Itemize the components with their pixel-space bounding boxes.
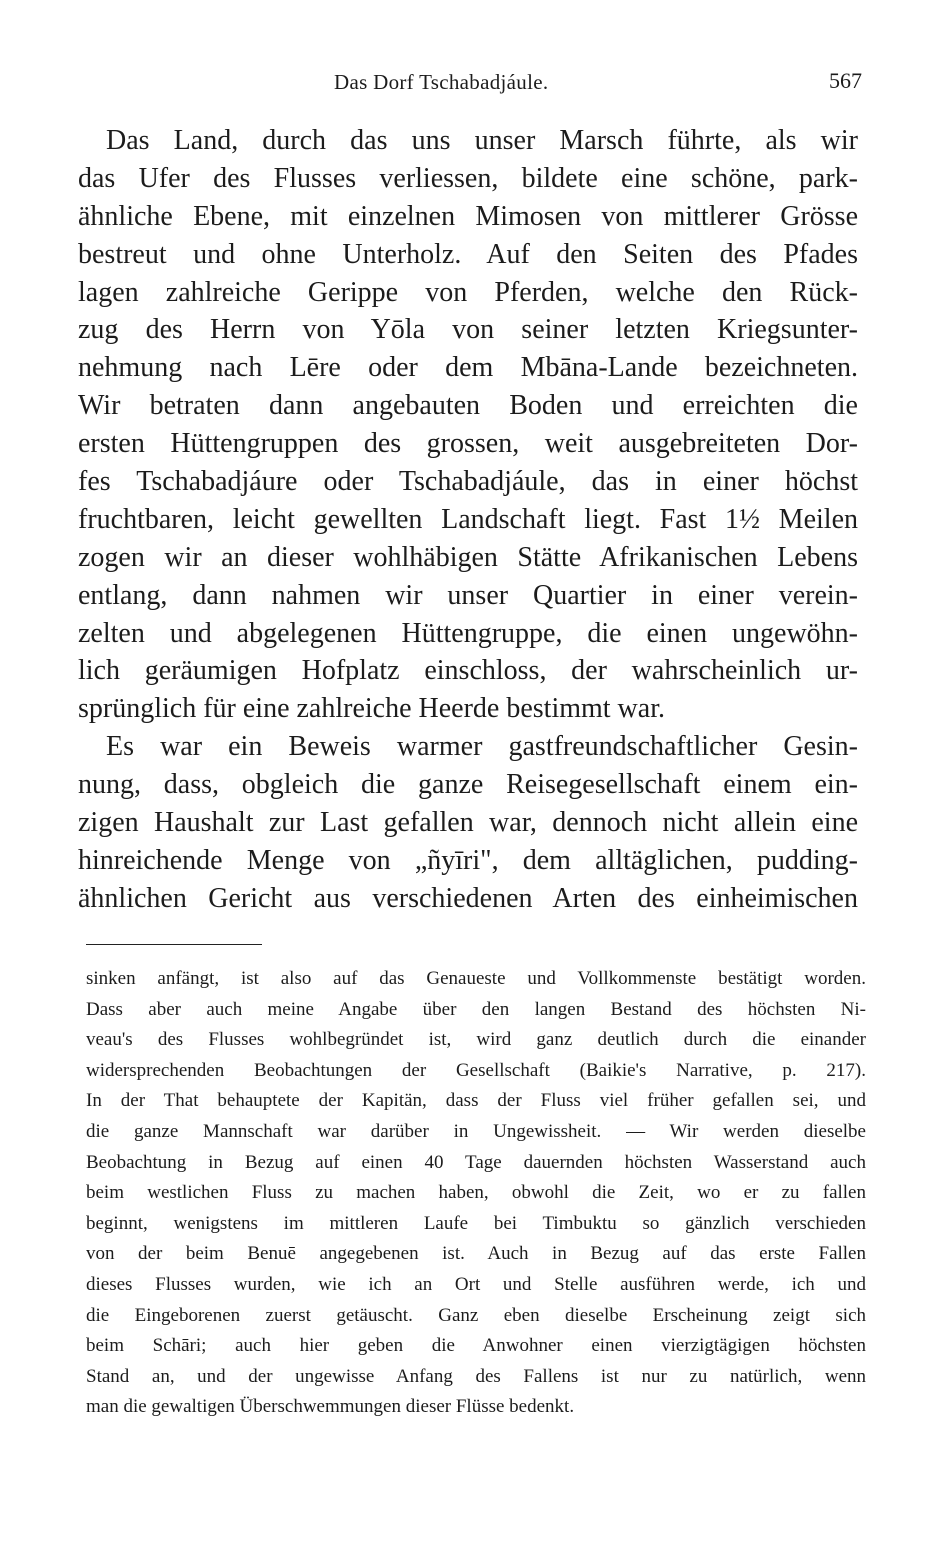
paragraph-1-line: Das Land, durch das uns unser Marsch führte, als wir — [106, 125, 858, 156]
paragraph-1-line: lagen zahlreiche Gerippe von Pferden, welche den Rück- — [78, 276, 858, 308]
footnote-line: veau's des Flusses wohlbegründet ist, wird ganz deutlich durch die einander — [86, 1029, 866, 1051]
footnote — [86, 964, 866, 1423]
paragraph-1-line: lich geräumigen Hofplatz einschloss, der wahrscheinlich ur- — [78, 655, 858, 687]
paragraph-1-line: zelten und abgelegenen Hüttengruppe, die einen ungewöhn- — [78, 617, 858, 649]
paragraph-2-line: Es war ein Beweis warmer gastfreundschaftlicher Gesin- — [106, 731, 858, 763]
paragraph-1-line: zug des Herrn von Yōla von seiner letzten Kriegsunter- — [78, 314, 858, 346]
running-head — [76, 68, 866, 100]
footnote-line: Stand an, und der ungewisse Anfang des Fallens ist nur zu natürlich, wenn — [86, 1365, 866, 1387]
main-text — [78, 122, 858, 918]
paragraph-1-line: ähnliche Ebene, mit einzelnen Mimosen von mittlerer Grösse — [78, 200, 858, 232]
paragraph-2-line: ähnlichen Gericht aus verschiedenen Arten des einheimischen — [78, 882, 858, 914]
footnote-line: von der beim Benuē angegebenen ist. Auch in Bezug auf das erste Fallen — [86, 1243, 866, 1265]
footnote-line: die Eingeborenen zuerst getäuscht. Ganz eben dieselbe Erscheinung zeigt sich — [86, 1304, 866, 1326]
paragraph-1-line: Wir betraten dann angebauten Boden und erreichten die — [78, 390, 858, 422]
page-number: 567 — [829, 68, 862, 93]
running-title: Das Dorf Tschabadjáule. — [334, 70, 549, 94]
paragraph-1-line: bestreut und ohne Unterholz. Auf den Seiten des Pfades — [78, 238, 858, 270]
paragraph-2-line: zigen Haushalt zur Last gefallen war, dennoch nicht allein eine — [78, 807, 858, 839]
paragraph-1-line: ersten Hüttengruppen des grossen, weit ausgebreiteten Dor- — [78, 428, 858, 460]
footnote-line: widersprechenden Beobachtungen der Gesellschaft (Baikie's Narrative, p. 217). — [86, 1059, 866, 1081]
footnote-line: sinken anfängt, ist also auf das Genaueste und Vollkommenste bestätigt worden. — [86, 968, 866, 989]
footnote-line: beim westlichen Fluss zu machen haben, obwohl die Zeit, wo er zu fallen — [86, 1182, 866, 1204]
paragraph-2-line: nung, dass, obgleich die ganze Reisegesellschaft einem ein- — [78, 769, 858, 801]
footnote-line: In der That behauptete der Kapitän, dass der Fluss viel früher gefallen sei, und — [86, 1090, 866, 1112]
paragraph-1-line: sprünglich für eine zahlreiche Heerde bestimmt war. — [78, 693, 665, 725]
paragraph-1-line: zogen wir an dieser wohlhäbigen Stätte Afrikanischen Lebens — [78, 541, 858, 573]
paragraph-1-line: entlang, dann nahmen wir unser Quartier in einer verein- — [78, 579, 858, 611]
paragraph-1-line: fruchtbaren, leicht gewellten Landschaft liegt. Fast 1½ Meilen — [78, 503, 858, 535]
footnote-line: Dass aber auch meine Angabe über den langen Bestand des höchsten Ni- — [86, 998, 866, 1020]
paragraph-1-line: das Ufer des Flusses verliessen, bildete eine schöne, park- — [78, 162, 858, 194]
footnote-line: beginnt, wenigstens im mittleren Laufe bei Timbuktu so gänzlich verschieden — [86, 1212, 866, 1234]
footnote-line: beim Schāri; auch hier geben die Anwohner einen vierzigtägigen höchsten — [86, 1335, 866, 1357]
paragraph-1-line: nehmung nach Lēre oder dem Mbāna-Lande bezeichneten. — [78, 352, 858, 384]
footnote-line: man die gewaltigen Überschwemmungen dieser Flüsse bedenkt. — [86, 1396, 575, 1418]
footnote-line: die ganze Mannschaft war darüber in Ungewissheit. — Wir werden dieselbe — [86, 1120, 866, 1142]
footnote-line: dieses Flusses wurden, wie ich an Ort und Stelle ausführen werde, ich und — [86, 1273, 866, 1295]
paragraph-1-line: fes Tschabadjáure oder Tschabadjáule, das in einer höchst — [78, 466, 858, 498]
footnote-rule — [86, 944, 262, 945]
paragraph-2-line: hinreichende Menge von „ñyīri", dem alltäglichen, pudding- — [78, 844, 858, 876]
footnote-line: Beobachtung in Bezug auf einen 40 Tage dauernden höchsten Wasserstand auch — [86, 1151, 866, 1173]
